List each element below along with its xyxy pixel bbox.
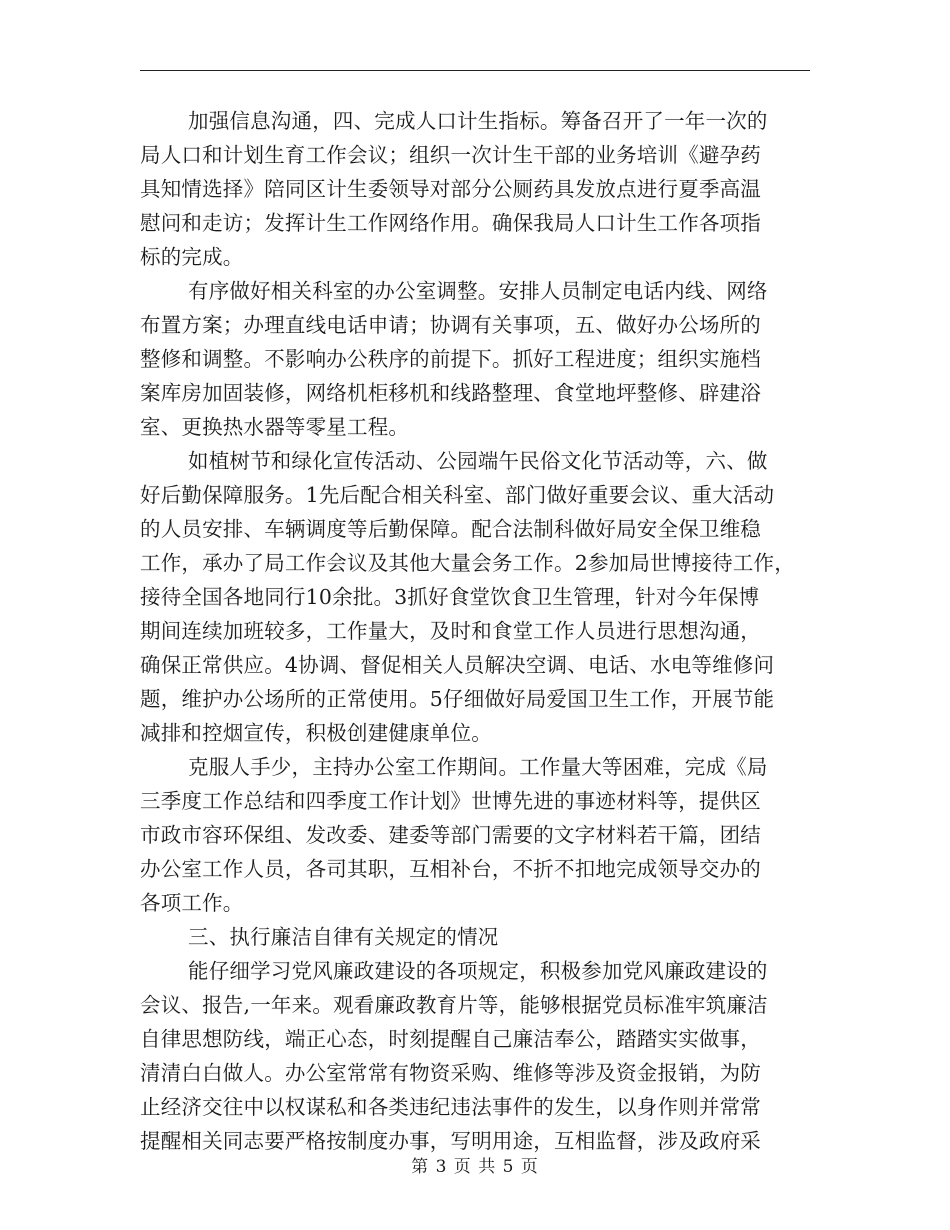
text-line: 克服人手少，主持办公室工作期间。工作量大等困难，完成《局 xyxy=(188,755,768,779)
text-line: 确保正常供应。4协调、督促相关人员解决空调、电话、水电等维修问 xyxy=(140,653,775,677)
text-line: 能仔细学习党风廉政建设的各项规定，积极参加党风廉政建设的 xyxy=(188,959,768,983)
text-line: 布置方案；办理直线电话申请；协调有关事项，五、做好办公场所的 xyxy=(140,313,761,337)
text-line: 局人口和计划生育工作会议；组织一次计生干部的业务培训《避孕药 xyxy=(140,143,761,167)
text-line: 提醒相关同志要严格按制度办事，写明用途，互相监督，涉及政府采 xyxy=(140,1129,761,1153)
text-line: 接待全国各地同行10余批。3抓好食堂饮食卫生管理，针对今年保博 xyxy=(140,585,760,609)
text-line: 工作，承办了局工作会议及其他大量会务工作。2参加局世博接待工作， xyxy=(140,551,795,575)
document-body xyxy=(140,104,810,1158)
text-line: 如植树节和绿化宣传活动、公园端午民俗文化节活动等，六、做 xyxy=(188,449,768,473)
text-line: 减排和控烟宣传，积极创建健康单位。 xyxy=(140,721,492,745)
text-line: 好后勤保障服务。1先后配合相关科室、部门做好重要会议、重大活动 xyxy=(140,483,775,507)
text-line: 三季度工作总结和四季度工作计划》世博先进的事迹材料等，提供区 xyxy=(140,789,761,813)
text-line: 题，维护办公场所的正常使用。5仔细做好局爱国卫生工作，开展节能 xyxy=(140,687,775,711)
text-line: 具知情选择》陪同区计生委领导对部分公厕药具发放点进行夏季高温 xyxy=(140,177,761,201)
text-line: 自律思想防线，端正心态，时刻提醒自己廉洁奉公，踏踏实实做事， xyxy=(140,1027,761,1051)
text-line: 加强信息沟通，四、完成人口计生指标。筹备召开了一年一次的 xyxy=(188,109,768,133)
text-line: 室、更换热水器等零星工程。 xyxy=(140,415,410,439)
text-line: 三、执行廉洁自律有关规定的情况 xyxy=(188,925,499,949)
text-line: 标的完成。 xyxy=(140,245,244,269)
text-line: 市政市容环保组、发改委、建委等部门需要的文字材料若干篇，团结 xyxy=(140,823,761,847)
text-line: 的人员安排、车辆调度等后勤保障。配合法制科做好局安全保卫维稳 xyxy=(140,517,761,541)
text-line: 各项工作。 xyxy=(140,891,244,915)
text-line: 慰问和走访；发挥计生工作网络作用。确保我局人口计生工作各项指 xyxy=(140,211,761,235)
text-line: 清清白白做人。办公室常常有物资采购、维修等涉及资金报销，为防 xyxy=(140,1061,761,1085)
text-line: 期间连续加班较多，工作量大，及时和食堂工作人员进行思想沟通， xyxy=(140,619,761,643)
text-line: 案库房加固装修，网络机柜移机和线路整理、食堂地坪整修、辟建浴 xyxy=(140,381,761,405)
text-line: 办公室工作人员，各司其职，互相补台，不折不扣地完成领导交办的 xyxy=(140,857,761,881)
header-rule xyxy=(140,70,810,71)
page-number: 第 3 页 共 5 页 xyxy=(411,1157,539,1177)
text-line: 会议、报告,一年来。观看廉政教育片等，能够根据党员标准牢筑廉洁 xyxy=(140,993,768,1017)
text-line: 有序做好相关科室的办公室调整。安排人员制定电话内线、网络 xyxy=(188,279,768,303)
text-line: 止经济交往中以权谋私和各类违纪违法事件的发生，以身作则并常常 xyxy=(140,1095,761,1119)
text-line: 整修和调整。不影响办公秩序的前提下。抓好工程进度；组织实施档 xyxy=(140,347,761,371)
